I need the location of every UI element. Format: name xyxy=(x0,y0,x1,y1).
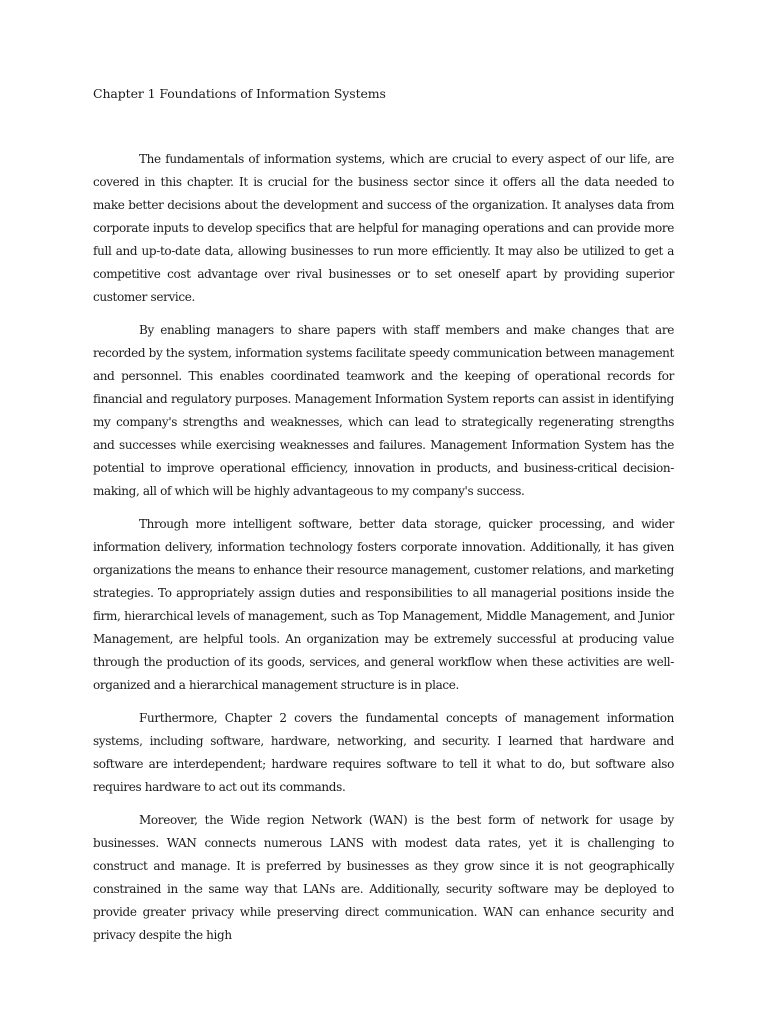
document-body xyxy=(93,148,674,957)
paragraph-3: Through more intelligent software, better data storage, quicker processing, and wider information delivery, information technology fosters corporate innovation. Additionally, it has given organizations the means to enhance their resource management, customer relations, and marketing strategies. To appropriately assign duties and responsibilities to all managerial positions inside the firm, hierarchical levels of management, such as Top Management, Middle Management, and Junior Management, are helpful tools. An organization may be extremely successful at producing value through the production of its goods, services, and general workflow when these activities are well-organized and a hierarchical management structure is in place. xyxy=(93,517,674,692)
paragraph-2: By enabling managers to share papers with staff members and make changes that are recorded by the system, information systems facilitate speedy communication between management and personnel. This enables coordinated teamwork and the keeping of operational records for financial and regulatory purposes. Management Information System reports can assist in identifying my company's strengths and weaknesses, which can lead to strategically regenerating strengths and successes while exercising weaknesses and failures. Management Information System has the potential to improve operational efficiency, innovation in products, and business-critical decision-making, all of which will be highly advantageous to my company's success. xyxy=(93,323,674,498)
document-title: Chapter 1 Foundations of Information Systems xyxy=(93,86,386,101)
paragraph-5: Moreover, the Wide region Network (WAN) is the best form of network for usage by businesses. WAN connects numerous LANS with modest data rates, yet it is challenging to construct and manage. It is preferred by businesses as they grow since it is not geographically constrained in the same way that LANs are. Additionally, security software may be deployed to provide greater privacy while preserving direct communication. WAN can enhance security and privacy despite the high xyxy=(93,813,674,942)
paragraph-4: Furthermore, Chapter 2 covers the fundamental concepts of management information systems, including software, hardware, networking, and security. I learned that hardware and software are interdependent; hardware requires software to tell it what to do, but software also requires hardware to act out its commands. xyxy=(93,711,674,794)
paragraph-1: The fundamentals of information systems, which are crucial to every aspect of our life, are covered in this chapter. It is crucial for the business sector since it offers all the data needed to make better decisions about the development and success of the organization. It analyses data from corporate inputs to develop specifics that are helpful for managing operations and can provide more full and up-to-date data, allowing businesses to run more efficiently. It may also be utilized to get a competitive cost advantage over rival businesses or to set oneself apart by providing superior customer service. xyxy=(93,152,674,304)
